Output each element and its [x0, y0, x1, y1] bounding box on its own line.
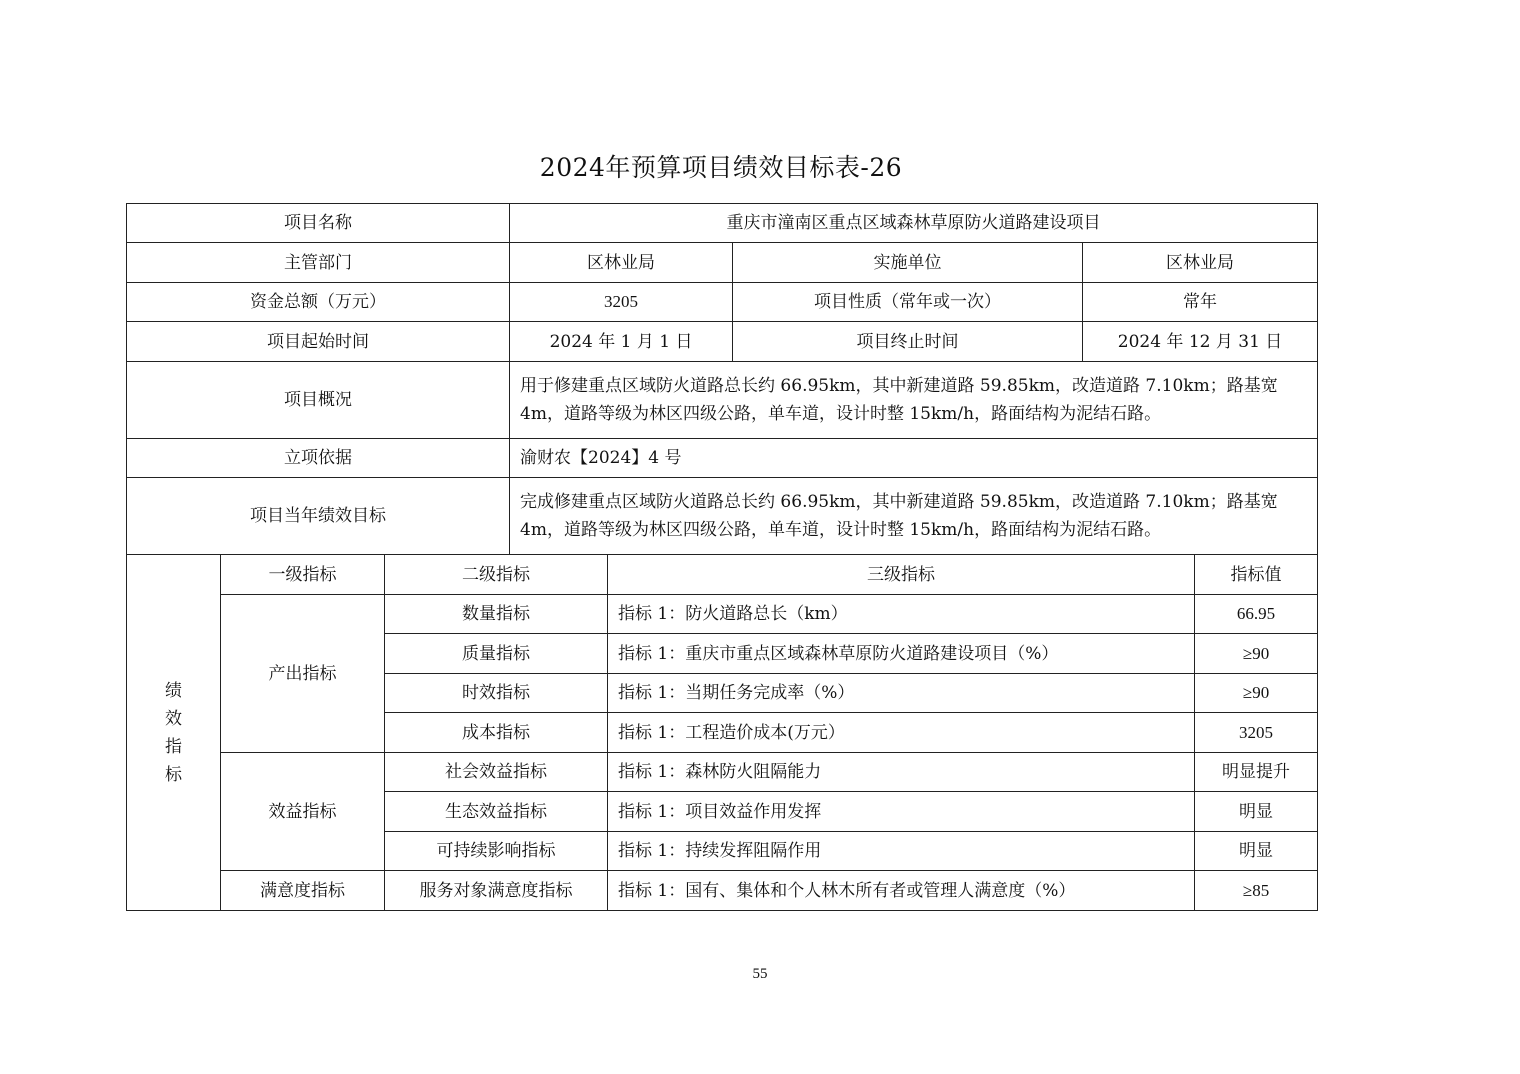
start-value: 2024 年 1 月 1 日	[510, 322, 733, 362]
indicator-section-label	[127, 555, 221, 911]
level3-cell: 指标 1：持续发挥阻隔作用	[608, 832, 1195, 871]
level2-cell: 数量指标	[385, 595, 608, 634]
section-char: 指	[165, 736, 182, 757]
dept-value: 区林业局	[510, 243, 733, 283]
overview-label: 项目概况	[127, 362, 510, 439]
value-cell: 明显	[1195, 832, 1318, 871]
value-cell: ≥90	[1195, 674, 1318, 713]
project-name-value: 重庆市潼南区重点区域森林草原防火道路建设项目	[510, 204, 1318, 243]
performance-target-table	[126, 203, 1318, 911]
fund-value: 3205	[510, 283, 733, 322]
level3-cell: 指标 1：防火道路总长（km）	[608, 595, 1195, 634]
level2-cell: 可持续影响指标	[385, 832, 608, 871]
value-cell: 明显	[1195, 792, 1318, 832]
value-cell: 3205	[1195, 713, 1318, 753]
level2-cell: 社会效益指标	[385, 753, 608, 792]
group-benefit: 效益指标	[221, 753, 385, 871]
overview-text: 用于修建重点区域防火道路总长约 66.95km，其中新建道路 59.85km，改造道路 7.10km；路基宽 4m，道路等级为林区四级公路，单车道，设计时整 15km/h，路面结构为泥结石路。	[510, 362, 1318, 439]
section-char: 绩	[165, 680, 182, 701]
level2-cell: 成本指标	[385, 713, 608, 753]
row-indicator-header	[127, 555, 1318, 595]
level3-cell: 指标 1：森林防火阻隔能力	[608, 753, 1195, 792]
end-label: 项目终止时间	[733, 322, 1083, 362]
group-output: 产出指标	[221, 595, 385, 753]
nature-value: 常年	[1083, 283, 1318, 322]
basis-text: 渝财农【2024】4 号	[510, 439, 1318, 478]
header-level1: 一级指标	[221, 555, 385, 595]
row-department	[127, 243, 1318, 283]
table-row	[127, 871, 1318, 911]
level3-cell: 指标 1：项目效益作用发挥	[608, 792, 1195, 832]
row-goal	[127, 478, 1318, 555]
goal-text: 完成修建重点区域防火道路总长约 66.95km，其中新建道路 59.85km，改造道路 7.10km；路基宽 4m，道路等级为林区四级公路，单车道，设计时整 15km/h，路面结构为泥结石路。	[510, 478, 1318, 555]
value-cell: ≥85	[1195, 871, 1318, 911]
impl-value: 区林业局	[1083, 243, 1318, 283]
page-title: 2024年预算项目绩效目标表-26	[539, 153, 903, 182]
nature-label: 项目性质（常年或一次）	[733, 283, 1083, 322]
section-char: 效	[165, 708, 182, 729]
basis-label: 立项依据	[127, 439, 510, 478]
value-cell: ≥90	[1195, 634, 1318, 674]
fund-label: 资金总额（万元）	[127, 283, 510, 322]
end-value: 2024 年 12 月 31 日	[1083, 322, 1318, 362]
row-project-name	[127, 204, 1318, 243]
value-cell: 66.95	[1195, 595, 1318, 634]
header-level3: 三级指标	[608, 555, 1195, 595]
dept-label: 主管部门	[127, 243, 510, 283]
row-basis	[127, 439, 1318, 478]
level2-cell: 时效指标	[385, 674, 608, 713]
group-satisfaction: 满意度指标	[221, 871, 385, 911]
value-cell: 明显提升	[1195, 753, 1318, 792]
level2-cell: 质量指标	[385, 634, 608, 674]
header-level2: 二级指标	[385, 555, 608, 595]
table-row	[127, 595, 1318, 634]
row-fund	[127, 283, 1318, 322]
table-row	[127, 753, 1318, 792]
row-overview	[127, 362, 1318, 439]
level3-cell: 指标 1：当期任务完成率（%）	[608, 674, 1195, 713]
row-period	[127, 322, 1318, 362]
page-number: 55	[752, 966, 768, 982]
level3-cell: 指标 1：工程造价成本(万元）	[608, 713, 1195, 753]
start-label: 项目起始时间	[127, 322, 510, 362]
project-name-label: 项目名称	[127, 204, 510, 243]
level2-cell: 生态效益指标	[385, 792, 608, 832]
level3-cell: 指标 1：重庆市重点区域森林草原防火道路建设项目（%）	[608, 634, 1195, 674]
goal-label: 项目当年绩效目标	[127, 478, 510, 555]
header-value: 指标值	[1195, 555, 1318, 595]
impl-label: 实施单位	[733, 243, 1083, 283]
level3-cell: 指标 1：国有、集体和个人林木所有者或管理人满意度（%）	[608, 871, 1195, 911]
level2-cell: 服务对象满意度指标	[385, 871, 608, 911]
section-char: 标	[165, 764, 182, 785]
